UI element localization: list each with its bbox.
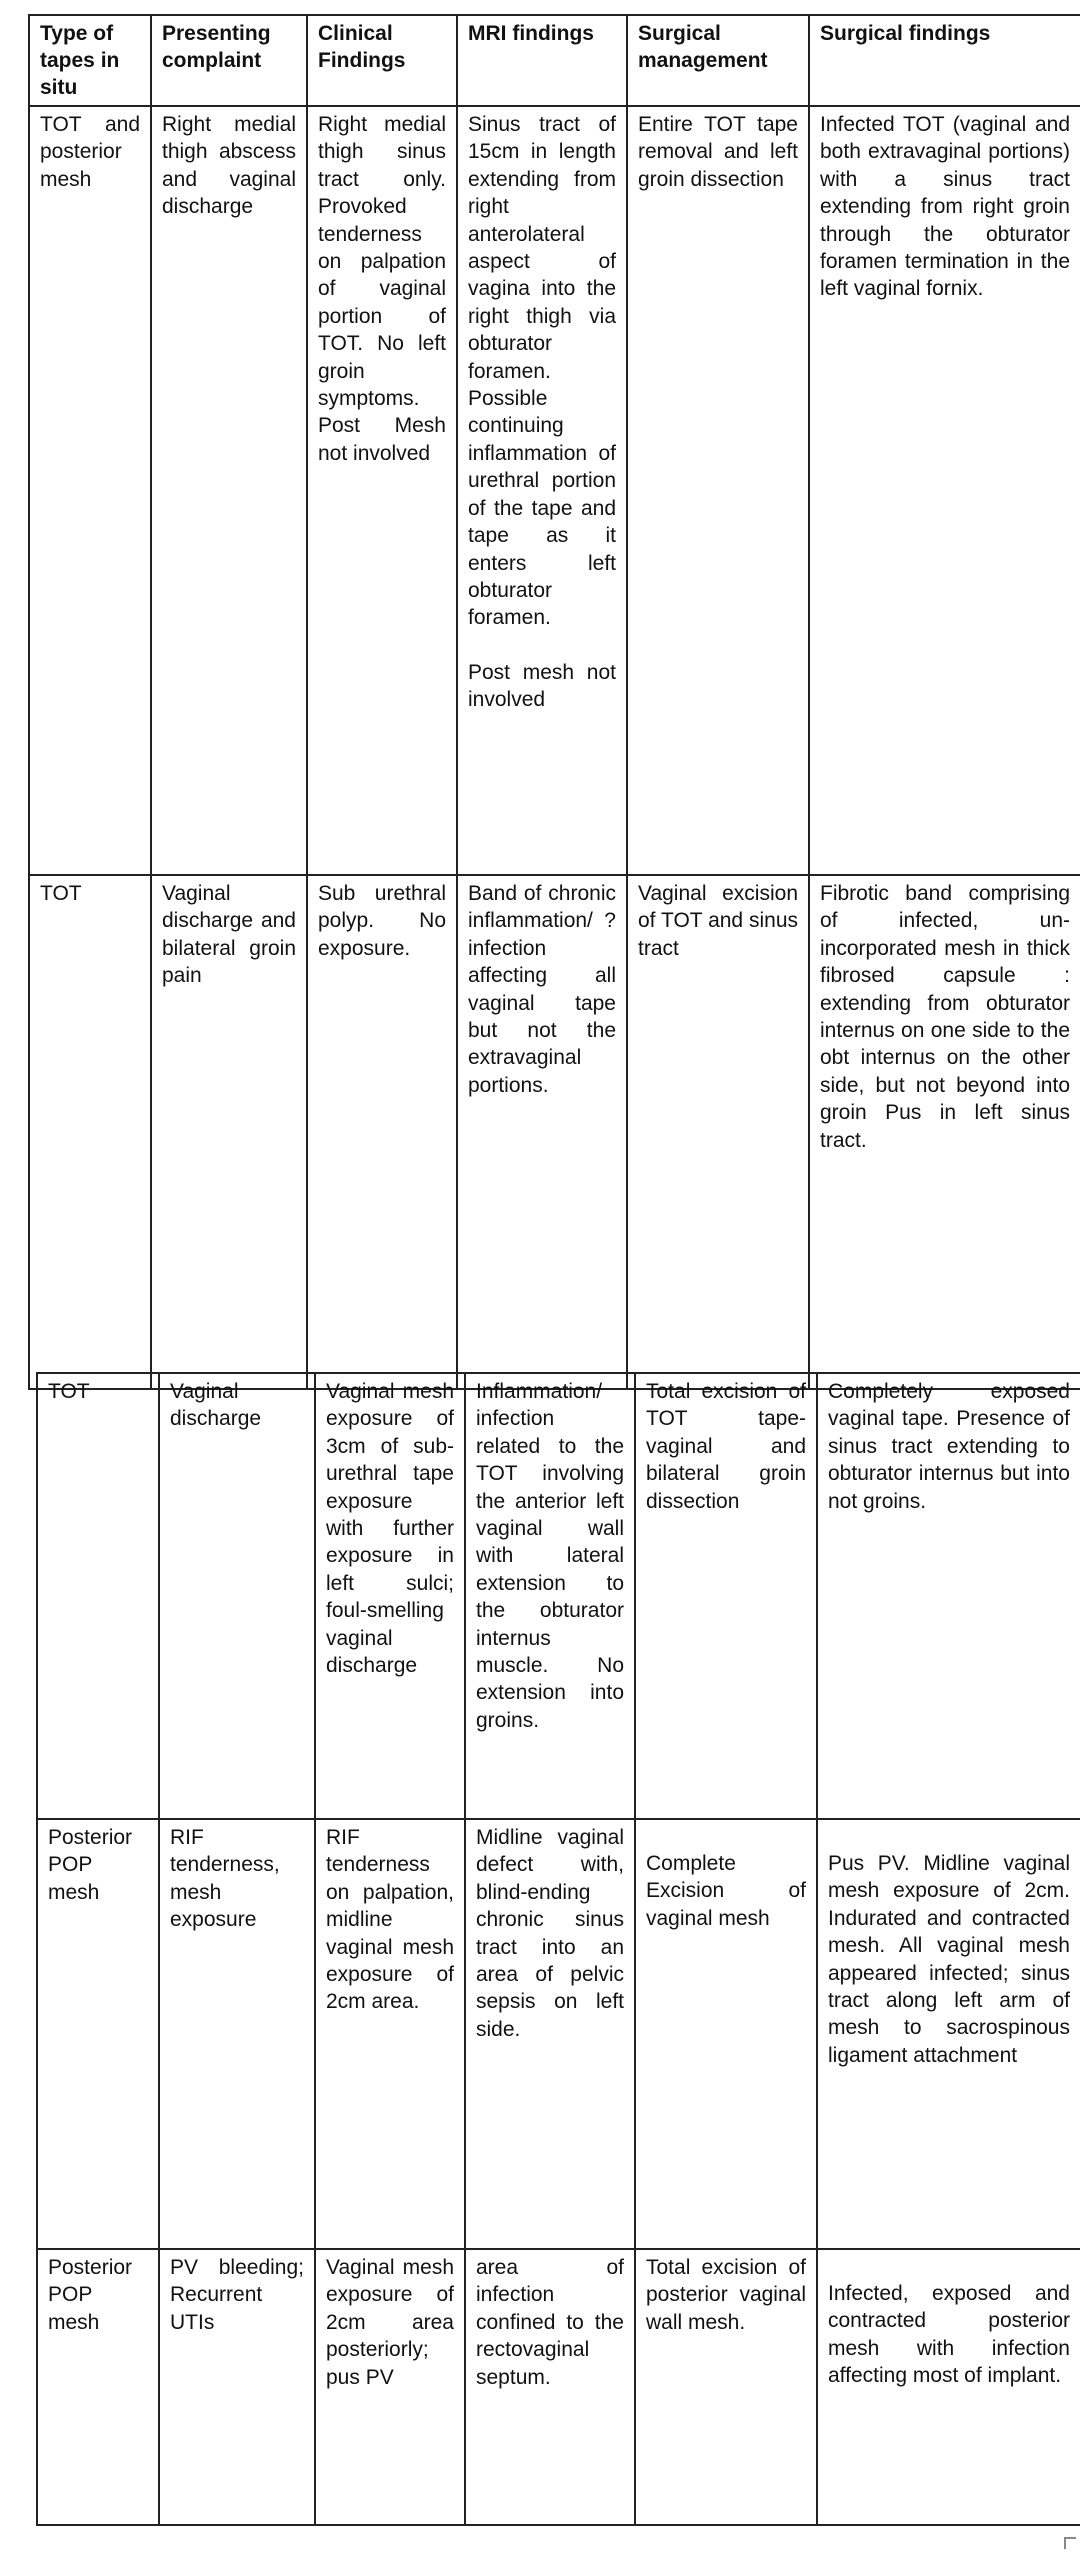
header-mri: MRI findings xyxy=(457,15,627,106)
cell-clinical: Right medial thigh sinus tract only. Provoked tenderness on palpation of vaginal portion of TOT. No left groin symptoms. Post Mesh not involved xyxy=(307,106,457,875)
cell-mri: Inflammation/ infection related to the TOT involving the anterior left vaginal wall with lateral extension to the obturator internus muscle. No extension into groins. xyxy=(465,1373,635,1819)
cell-clinical: RIF tenderness on palpation, midline vaginal mesh exposure of 2cm area. xyxy=(315,1819,465,2249)
cell-type: TOT xyxy=(37,1373,159,1819)
table-row xyxy=(37,1819,1080,2249)
cell-clinical: Vaginal mesh exposure of 2cm area posteriorly; pus PV xyxy=(315,2249,465,2525)
cell-complaint: Vaginal discharge xyxy=(159,1373,315,1819)
page-corner-mark xyxy=(1064,2537,1076,2549)
cell-management xyxy=(635,1819,817,2249)
cell-findings xyxy=(817,2249,1080,2525)
management-text: Complete Excision of vaginal mesh xyxy=(646,1852,806,1930)
cell-findings: Infected TOT (vaginal and both extravaginal portions) with a sinus tract extending from right groin through the obturator foramen termination in the left vaginal fornix. xyxy=(809,106,1080,875)
table-row xyxy=(37,1373,1080,1819)
table-row xyxy=(29,875,1080,1389)
cell-type: Posterior POP mesh xyxy=(37,1819,159,2249)
mri-text: Sinus tract of 15cm in length extending from right anterolateral aspect of vagina into the right thigh via obturator foramen. Possible continuing inflammation of urethral portion of the tape and tape as it enters left obturator foramen. xyxy=(468,113,616,630)
cell-complaint: Vaginal discharge and bilateral groin pain xyxy=(151,875,307,1389)
header-management: Surgical management xyxy=(627,15,809,106)
table-row xyxy=(29,106,1080,875)
cell-type: Posterior POP mesh xyxy=(37,2249,159,2525)
clinical-table-part-2 xyxy=(36,1372,1080,2526)
table-header-row xyxy=(29,15,1080,106)
cell-mri xyxy=(457,106,627,875)
cell-clinical: Vaginal mesh exposure of 3cm of sub-urethral tape exposure with further exposure in left sulci; foul-smelling vaginal discharge xyxy=(315,1373,465,1819)
findings-text: Pus PV. Midline vaginal mesh exposure of 2cm. Indurated and contracted mesh. All vaginal mesh appeared infected; sinus tract along left arm of mesh to sacrospinous ligament attachment xyxy=(828,1852,1070,2067)
cell-management: Total excision of posterior vaginal wall mesh. xyxy=(635,2249,817,2525)
mri-extra-text: Post mesh not involved xyxy=(468,660,616,712)
cell-type: TOT and posterior mesh xyxy=(29,106,151,875)
cell-management: Entire TOT tape removal and left groin dissection xyxy=(627,106,809,875)
cell-findings: Fibrotic band comprising of infected, un-incorporated mesh in thick fibrosed capsule : extending from obturator internus on one side to the obt internus on the other side, but not beyond into groin Pus in left sinus tract. xyxy=(809,875,1080,1389)
cell-complaint: PV bleeding; Recurrent UTIs xyxy=(159,2249,315,2525)
header-findings: Surgical findings xyxy=(809,15,1080,106)
cell-clinical: Sub urethral polyp. No exposure. xyxy=(307,875,457,1389)
header-clinical: Clinical Findings xyxy=(307,15,457,106)
header-type: Type of tapes in situ xyxy=(29,15,151,106)
table-row xyxy=(37,2249,1080,2525)
cell-mri: Band of chronic inflammation/ ? infection affecting all vaginal tape but not the extravaginal portions. xyxy=(457,875,627,1389)
cell-complaint: Right medial thigh abscess and vaginal discharge xyxy=(151,106,307,875)
cell-management: Total excision of TOT tape-vaginal and bilateral groin dissection xyxy=(635,1373,817,1819)
cell-mri: area of infection confined to the rectovaginal septum. xyxy=(465,2249,635,2525)
cell-complaint: RIF tenderness, mesh exposure xyxy=(159,1819,315,2249)
cell-findings xyxy=(817,1819,1080,2249)
cell-findings: Completely exposed vaginal tape. Presence of sinus tract extending to obturator internus but into not groins. xyxy=(817,1373,1080,1819)
cell-mri: Midline vaginal defect with, blind-ending chronic sinus tract into an area of pelvic sepsis on left side. xyxy=(465,1819,635,2249)
cell-type: TOT xyxy=(29,875,151,1389)
clinical-table-part-1 xyxy=(28,14,1080,1390)
header-complaint: Presenting complaint xyxy=(151,15,307,106)
cell-management: Vaginal excision of TOT and sinus tract xyxy=(627,875,809,1389)
findings-text: Infected, exposed and contracted posterior mesh with infection affecting most of implant. xyxy=(828,2282,1070,2388)
